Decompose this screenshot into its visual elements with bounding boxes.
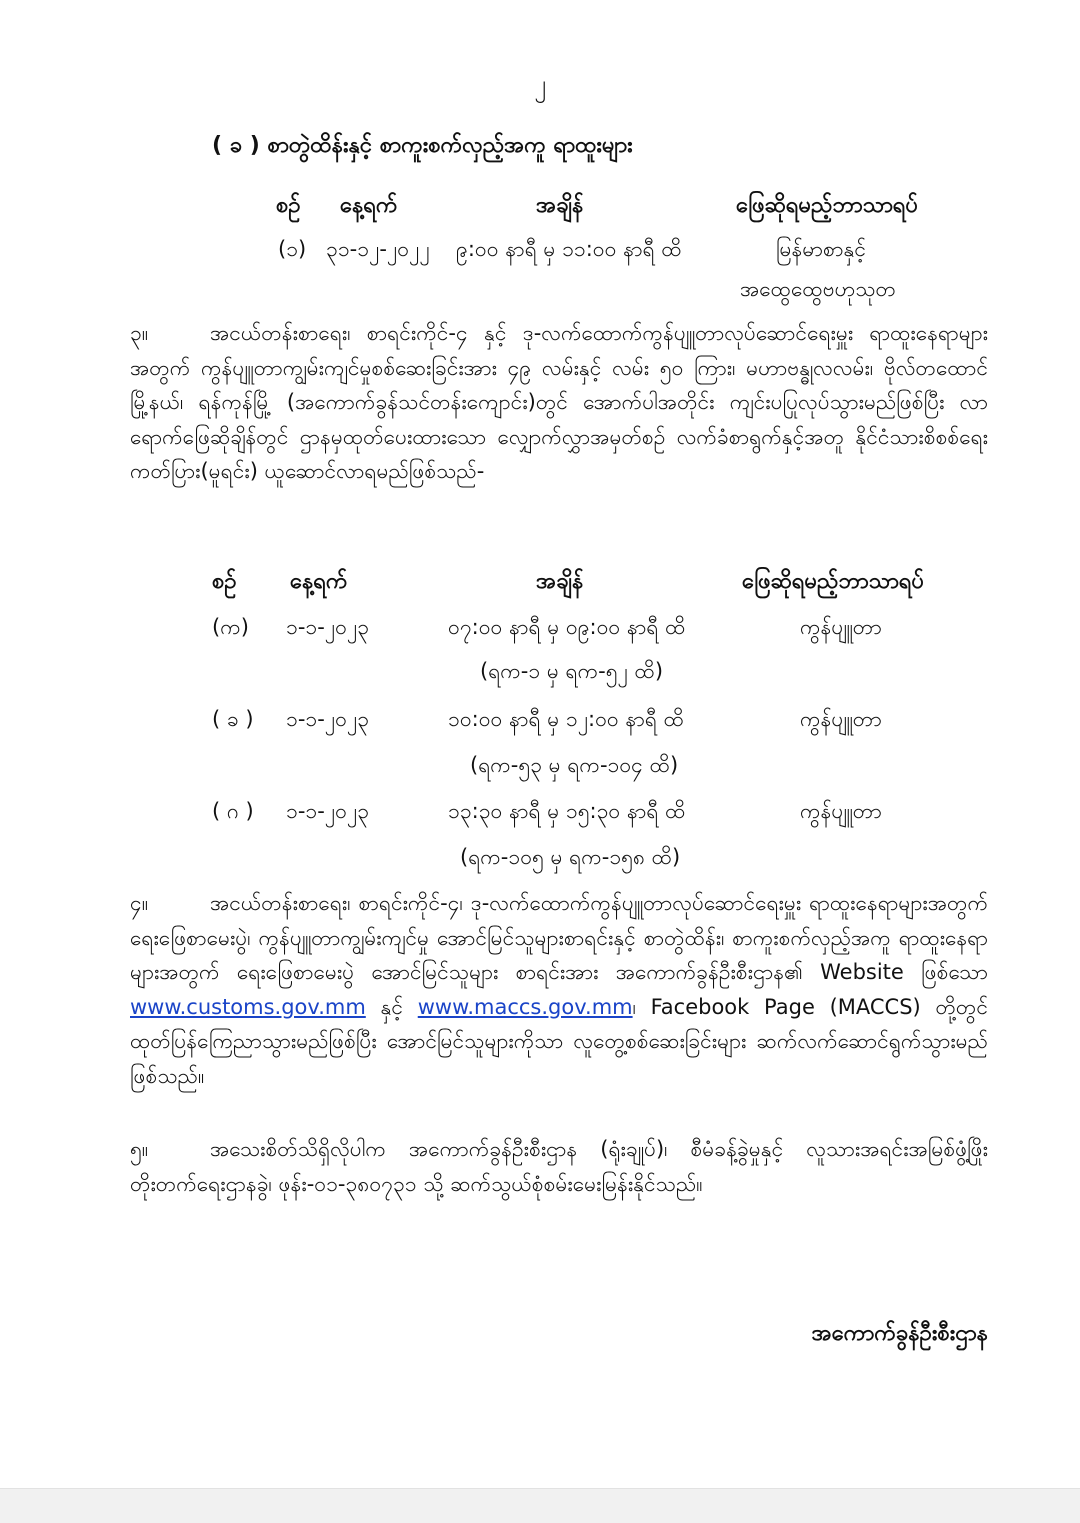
table1-header-date: နေ့ရက် bbox=[340, 193, 398, 218]
table2-header-time: အချိန် bbox=[536, 569, 584, 594]
table1-row-no: (၁) bbox=[278, 237, 307, 261]
table2-row-no: (က) bbox=[212, 615, 249, 639]
table2-row-time: ၀၇:၀၀ နာရီ မှ ၀၉:၀၀ နာရီ ထိ bbox=[448, 615, 686, 639]
para5-text: အသေးစိတ်သိရှိလိုပါက အကောက်ခွန်ဦးစီးဌာန (ရုံးချုပ်)၊ စီမံခန့်ခွဲမှုနှင့် လူသားအရင်းအမြစ်ဖွံ့ဖြိုးတိုးတက်ရေးဌာနခွဲ၊ ဖုန်း-၀၁-၃၈၀၇၃၁ သို့ ဆက်သွယ်စုံစမ်းမေးမြန်းနိုင်သည်။ bbox=[130, 1137, 988, 1196]
table2-row-time: ၁၀:၀၀ နာရီ မှ ၁၂:၀၀ နာရီ ထိ bbox=[448, 707, 684, 731]
para4-text-end: ၊ Facebook Page (MACCS) တို့တွင် ထုတ်ပြန်ကြေညာသွားမည်ဖြစ်ပြီး အောင်မြင်သူများကိုသာ လူတွေ့စစ်ဆေးခြင်းများ ဆက်လက်ဆောင်ရွက်သွားမည်ဖြစ်သည်။ bbox=[130, 994, 988, 1088]
table2-row-range: (ရက-၁၀၅ မှ ရက-၁၅၈ ထိ) bbox=[460, 845, 681, 869]
table1-row-subject-line1: မြန်မာစာနှင့် bbox=[776, 237, 866, 261]
para4-connector: နှင့် bbox=[365, 994, 418, 1019]
paragraph-5 bbox=[130, 1132, 988, 1201]
table1-header-subject: ဖြေဆိုရမည့်ဘာသာရပ် bbox=[736, 193, 919, 218]
table2-row-no: ( ခ ) bbox=[212, 707, 254, 731]
table2-row-subject: ကွန်ပျူတာ bbox=[800, 799, 882, 823]
table1-row-date: ၃၁-၁၂-၂၀၂၂ bbox=[326, 237, 430, 261]
customs-website-link[interactable]: www.customs.gov.mm bbox=[130, 994, 366, 1019]
table2-header-no: စဉ် bbox=[212, 569, 237, 594]
table2-row-range: (ရက-၁ မှ ရက-၅၂ ထိ) bbox=[480, 659, 664, 683]
table2-row-date: ၁-၁-၂၀၂၃ bbox=[286, 615, 370, 639]
para3-number: ၃။ bbox=[130, 321, 149, 345]
maccs-website-link[interactable]: www.maccs.gov.mm bbox=[417, 994, 633, 1019]
table1-header-no: စဉ် bbox=[276, 193, 301, 218]
table1-row-subject-line2: အထွေထွေဗဟုသုတ bbox=[740, 277, 896, 301]
paragraph-3 bbox=[130, 316, 988, 489]
page-number: ၂ bbox=[534, 70, 546, 98]
paragraph-4 bbox=[130, 886, 988, 1093]
table2-row-subject: ကွန်ပျူတာ bbox=[800, 615, 882, 639]
table1-row-time: ၉:၀၀ နာရီ မှ ၁၁:၀၀ နာရီ ထိ bbox=[456, 237, 682, 261]
table2-row-date: ၁-၁-၂၀၂၃ bbox=[286, 799, 370, 823]
table2-row-date: ၁-၁-၂၀၂၃ bbox=[286, 707, 370, 731]
para4-number: ၄။ bbox=[130, 891, 149, 915]
table1-header-time: အချိန် bbox=[536, 193, 584, 218]
table2-row-time: ၁၃:၃၀ နာရီ မှ ၁၅:၃၀ နာရီ ထိ bbox=[448, 799, 686, 823]
para5-number: ၅။ bbox=[130, 1137, 149, 1161]
table2-header-subject: ဖြေဆိုရမည့်ဘာသာရပ် bbox=[742, 569, 925, 594]
para3-text: အငယ်တန်းစာရေး၊ စာရင်းကိုင်-၄ နှင့် ဒု-လက်ထောက်ကွန်ပျူတာလုပ်ဆောင်ရေးမှူး ရာထူးနေရာများအတွက် ကွန်ပျူတာကျွမ်းကျင်မှုစစ်ဆေးခြင်းအား ၄၉ လမ်းနှင့် လမ်း ၅၀ ကြား၊ မဟာဗန္ဓုလလမ်း၊ ဗိုလ်တထောင်မြို့နယ်၊ ရန်ကုန်မြို့ (အကောက်ခွန်သင်တန်းကျောင်း)တွင် အောက်ပါအတိုင်း ကျင်းပပြုလုပ်သွားမည်ဖြစ်ပြီး လာရောက်ဖြေဆိုချိန်တွင် ဌာနမှထုတ်ပေးထားသော လျှောက်လွှာအမှတ်စဉ် လက်ခံစာရွက်နှင့်အတူ နိုင်ငံသားစိစစ်ရေးကတ်ပြား(မူရင်း) ယူဆောင်လာရမည်ဖြစ်သည်- bbox=[130, 321, 988, 483]
table2-row-no: ( ဂ ) bbox=[212, 799, 254, 823]
table2-header-date: နေ့ရက် bbox=[290, 569, 348, 594]
signature-department: အကောက်ခွန်ဦးစီးဌာန bbox=[811, 1321, 988, 1346]
para4-text: အငယ်တန်းစာရေး၊ စာရင်းကိုင်-၄၊ ဒု-လက်ထောက်ကွန်ပျူတာလုပ်ဆောင်ရေးမှူး ရာထူးနေရာများအတွက် ရေးဖြေစာမေးပွဲ၊ ကွန်ပျူတာကျွမ်းကျင်မှု အောင်မြင်သူများစာရင်းနှင့် စာတွဲထိန်း၊ စာကူးစက်လှည့်အကူ ရာထူးနေရာများအတွက် ရေးဖြေစာမေးပွဲ အောင်မြင်သူများ စာရင်းအား အကောက်ခွန်ဦးစီးဌာန၏ Website ဖြစ်သော bbox=[130, 891, 988, 984]
section-heading: ( ခ ) စာတွဲထိန်းနှင့် စာကူးစက်လှည့်အကူ ရာထူးများ bbox=[212, 133, 633, 158]
page-bottom-edge bbox=[0, 1488, 1080, 1523]
table2-row-subject: ကွန်ပျူတာ bbox=[800, 707, 882, 731]
table2-row-range: (ရက-၅၃ မှ ရက-၁၀၄ ထိ) bbox=[470, 753, 679, 777]
